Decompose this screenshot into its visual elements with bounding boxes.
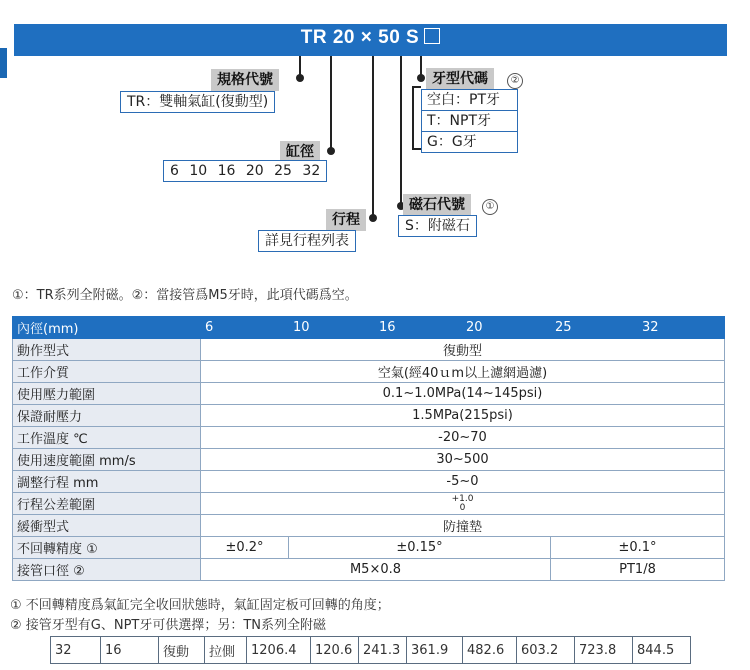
row-value-proof-pressure: 1.5MPa(215psi) [201,405,725,427]
connector-dot-thread [417,74,425,82]
row-value-medium: 空氣(經40ｕm以上濾網過濾) [201,361,725,383]
thread-heading [426,68,523,90]
row-label-stroke-tolerance: 行程公差範圍 [13,493,201,515]
table-row [13,361,725,383]
row-label-temperature: 工作溫度 ℃ [13,427,201,449]
connector-magnet [400,56,402,206]
fragment-cell: 120.6 [311,637,359,664]
model-code-string: TR 20 × 50 S [300,27,420,48]
magnet-heading [403,194,498,216]
fragment-cell: 361.9 [407,637,463,664]
fragment-cell: 482.6 [463,637,517,664]
fragment-cell: 241.3 [359,637,407,664]
bore-header-label: 內徑(mm) [13,317,201,339]
fragment-cell: 844.5 [633,637,691,664]
table-row [51,637,691,664]
row-label-pressure-range: 使用壓力範圍 [13,383,201,405]
connector-stroke [372,56,374,220]
table-row [13,405,725,427]
table-row [13,559,725,581]
row-value-adjust-stroke: -5~0 [201,471,725,493]
connector-bore [330,56,332,152]
magnet-thread-note: ①：TR系列全附磁。②：當接管爲M5牙時，此項代碼爲空。 [12,288,358,303]
connector-dot-bore [327,147,335,155]
table-row [13,383,725,405]
bore-header-16: 16 [375,317,462,339]
bore-header-6: 6 [201,317,289,339]
thread-option-npt: T：NPT牙 [422,111,517,132]
row-label-non-rotation: 不回轉精度 ① [13,537,201,559]
fragment-cell: 拉側 [205,637,247,664]
non-rotation-10-20: ±0.15° [289,537,551,559]
fragment-cell: 32 [51,637,101,664]
thread-marker: ② [507,73,523,89]
model-code-value-box: TR：雙軸氣缸(復動型) [120,91,275,113]
spec-table [12,316,725,581]
magnet-marker: ① [482,199,498,215]
row-label-medium: 工作介質 [13,361,201,383]
thread-label: 牙型代碼 [426,68,494,90]
thread-placeholder-box [424,28,440,44]
fragment-cell: 1206.4 [247,637,311,664]
row-value-cushion: 防撞墊 [201,515,725,537]
footnote-non-rotation: ① 不回轉精度爲氣缸完全收回狀態時，氣缸固定板可回轉的角度； [10,598,390,613]
connector-dot-stroke [369,214,377,222]
bore-label: 缸徑 [280,141,320,163]
bore-header-25: 25 [551,317,638,339]
row-value-stroke-tolerance [201,493,725,515]
footnote-thread: ② 接管牙型有G、NPT牙可供選擇；另：TN系列全附磁 [10,618,327,633]
row-label-action-type: 動作型式 [13,339,201,361]
table-row [13,493,725,515]
model-code-text [14,27,727,49]
magnet-label: 磁石代號 [403,194,471,216]
left-accent-bar [0,48,7,78]
row-label-speed-range: 使用速度範圍 mm/s [13,449,201,471]
row-label-port-size: 接管口徑 ② [13,559,201,581]
port-size-6-20: M5×0.8 [201,559,551,581]
spec-header-row [13,317,725,339]
model-code-label: 規格代號 [211,69,279,91]
table-row [13,339,725,361]
non-rotation-6: ±0.2° [201,537,289,559]
connector-thread-bracket-bottom [412,148,421,150]
non-rotation-25-32: ±0.1° [551,537,725,559]
bore-header-32: 32 [638,317,725,339]
bore-header-10: 10 [289,317,375,339]
bore-header-20: 20 [462,317,551,339]
connector-dot-model-code [296,74,304,82]
stroke-tolerance-upper: +1.0 [451,493,474,504]
thread-option-g: G：G牙 [427,134,477,150]
fragment-cell: 16 [101,637,159,664]
stroke-tolerance-fraction [452,495,474,513]
fragment-cell: 603.2 [517,637,575,664]
table-row [13,427,725,449]
thread-options-box [421,89,518,153]
table-row [13,515,725,537]
thread-option-blank: 空白：PT牙 [422,90,517,111]
fragment-cell: 復動 [159,637,205,664]
row-value-speed-range: 30~500 [201,449,725,471]
row-label-cushion: 緩衝型式 [13,515,201,537]
stroke-label: 行程 [326,209,366,231]
stroke-value-box: 詳見行程列表 [258,230,356,252]
bore-values-box: 6 10 16 20 25 32 [163,160,327,182]
row-label-adjust-stroke: 調整行程 mm [13,471,201,493]
stroke-tolerance-lower: 0 [459,502,466,513]
port-size-25-32: PT1/8 [551,559,725,581]
stroke-force-table-fragment [50,636,691,664]
row-value-pressure-range: 0.1~1.0MPa(14~145psi) [201,383,725,405]
magnet-value-box: S：附磁石 [398,215,477,237]
connector-thread-bracket [412,86,414,150]
row-label-proof-pressure: 保證耐壓力 [13,405,201,427]
table-row [13,449,725,471]
model-code-banner [14,24,727,56]
row-value-action-type: 復動型 [201,339,725,361]
fragment-cell: 723.8 [575,637,633,664]
table-row [13,537,725,559]
table-row [13,471,725,493]
row-value-temperature: -20~70 [201,427,725,449]
